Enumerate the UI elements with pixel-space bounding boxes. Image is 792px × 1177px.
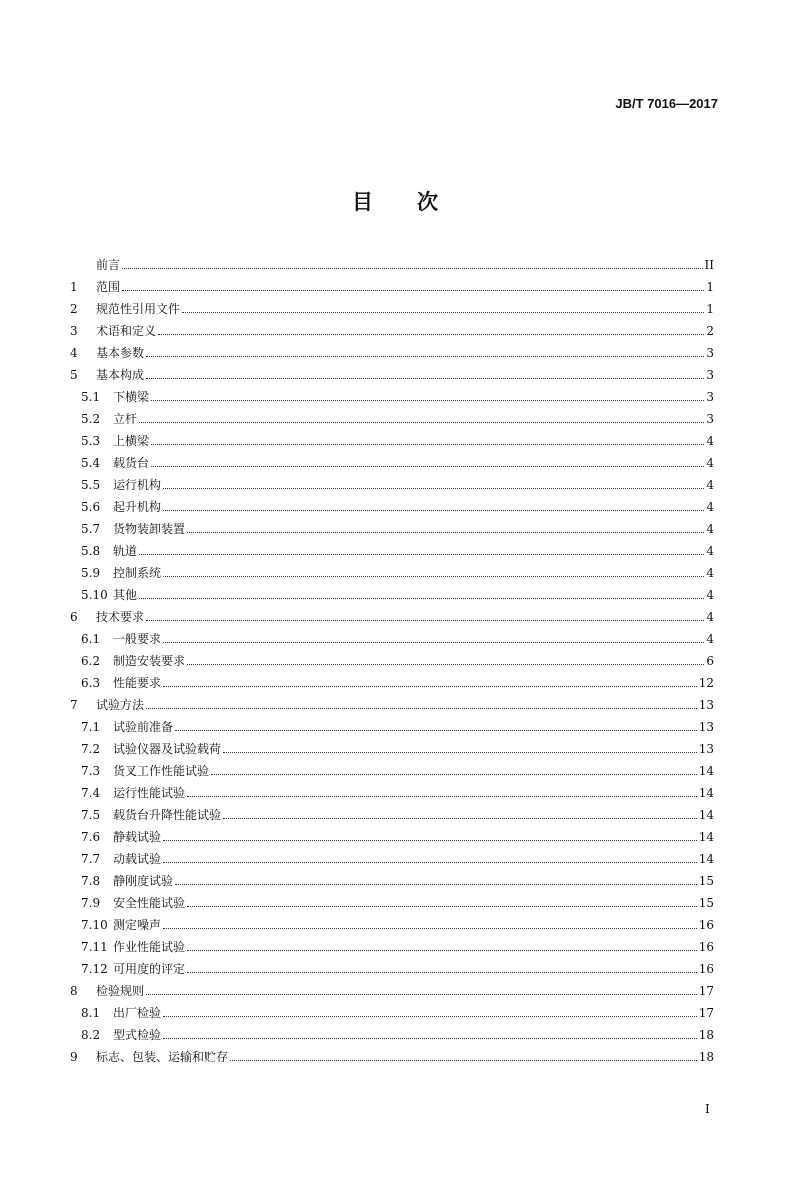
toc-entry-title: 型式检验 [113, 1028, 162, 1042]
table-of-contents [70, 254, 714, 1068]
title-char-1: 目 [352, 189, 375, 214]
toc-entry[interactable] [70, 430, 714, 452]
toc-entry-title: 货物装卸装置 [113, 522, 186, 536]
toc-entry-page: 3 [706, 390, 714, 404]
toc-entry-page: II [704, 258, 714, 272]
toc-entry-title: 基本构成 [96, 368, 145, 382]
toc-entry-page: 14 [698, 852, 714, 866]
toc-entry-title: 载货台升降性能试验 [113, 808, 222, 822]
toc-entry-number: 6.2 [81, 654, 101, 668]
dot-leader [151, 465, 704, 467]
toc-entry-number: 5.4 [81, 456, 101, 470]
toc-entry-number: 7.6 [81, 830, 101, 844]
toc-entry-title: 前言 [96, 258, 121, 272]
toc-entry-number: 3 [70, 324, 78, 338]
dot-leader [146, 355, 704, 357]
toc-entry[interactable] [70, 364, 714, 386]
toc-entry-number: 5.5 [81, 478, 101, 492]
toc-entry-page: 12 [698, 676, 714, 690]
toc-entry[interactable] [70, 804, 714, 826]
dot-leader [163, 685, 697, 687]
toc-entry-page: 16 [698, 940, 714, 954]
dot-leader [187, 971, 697, 973]
dot-leader [139, 421, 704, 423]
toc-entry-number: 9 [70, 1050, 78, 1064]
toc-entry-page: 1 [706, 280, 714, 294]
toc-entry-title: 术语和定义 [96, 324, 157, 338]
toc-entry-page: 4 [706, 500, 714, 514]
toc-entry-number: 8.1 [81, 1006, 101, 1020]
toc-entry-page: 4 [706, 456, 714, 470]
toc-entry-number: 5.7 [81, 522, 101, 536]
toc-entry-title: 一般要求 [113, 632, 162, 646]
toc-entry[interactable] [70, 540, 714, 562]
toc-entry-title: 标志、包装、运输和贮存 [96, 1050, 229, 1064]
toc-entry-title: 货叉工作性能试验 [113, 764, 210, 778]
toc-entry-title: 上横梁 [113, 434, 150, 448]
toc-entry-page: 2 [706, 324, 714, 338]
toc-entry-page: 16 [698, 962, 714, 976]
toc-entry-number: 6.1 [81, 632, 101, 646]
toc-entry-number: 7 [70, 698, 78, 712]
title-char-2: 次 [417, 189, 440, 214]
toc-entry-title: 测定噪声 [113, 918, 162, 932]
toc-entry-title: 静刚度试验 [113, 874, 174, 888]
dot-leader [175, 883, 697, 885]
toc-entry-page: 17 [698, 1006, 714, 1020]
toc-entry-number: 7.9 [81, 896, 101, 910]
toc-entry-title: 立杆 [113, 412, 138, 426]
dot-leader [230, 1059, 697, 1061]
toc-entry-page: 4 [706, 610, 714, 624]
dot-leader [187, 663, 704, 665]
toc-entry-title: 制造安装要求 [113, 654, 186, 668]
dot-leader [146, 993, 697, 995]
toc-entry[interactable] [70, 782, 714, 804]
toc-entry-page: 4 [706, 566, 714, 580]
toc-entry[interactable] [70, 958, 714, 980]
toc-entry-number: 5.10 [81, 588, 108, 602]
standard-code: JB/T 7016—2017 [615, 96, 718, 111]
toc-entry-number: 6.3 [81, 676, 101, 690]
toc-entry[interactable] [70, 870, 714, 892]
toc-entry[interactable] [70, 980, 714, 1002]
dot-leader [163, 641, 704, 643]
toc-entry-title: 试验仪器及试验载荷 [113, 742, 222, 756]
toc-entry[interactable] [70, 650, 714, 672]
dot-leader [163, 927, 697, 929]
dot-leader [146, 619, 704, 621]
page-number: I [705, 1102, 710, 1116]
toc-entry[interactable] [70, 496, 714, 518]
toc-entry-page: 15 [698, 896, 714, 910]
toc-entry-number: 5 [70, 368, 78, 382]
toc-entry[interactable] [70, 276, 714, 298]
toc-entry-title: 起升机构 [113, 500, 162, 514]
toc-entry-number: 7.5 [81, 808, 101, 822]
dot-leader [163, 575, 704, 577]
toc-entry-page: 16 [698, 918, 714, 932]
toc-entry-number: 8 [70, 984, 78, 998]
dot-leader [175, 729, 697, 731]
dot-leader [163, 861, 697, 863]
toc-entry-page: 15 [698, 874, 714, 888]
toc-entry[interactable] [70, 760, 714, 782]
toc-entry-number: 7.1 [81, 720, 101, 734]
toc-entry[interactable] [70, 672, 714, 694]
toc-entry-page: 18 [698, 1028, 714, 1042]
toc-entry-number: 8.2 [81, 1028, 101, 1042]
dot-leader [187, 531, 704, 533]
toc-entry-title: 检验规则 [96, 984, 145, 998]
toc-entry-title: 范围 [96, 280, 121, 294]
toc-entry[interactable] [70, 1002, 714, 1024]
toc-entry[interactable] [70, 320, 714, 342]
toc-entry-page: 4 [706, 434, 714, 448]
toc-entry-number: 5.2 [81, 412, 101, 426]
toc-entry-page: 3 [706, 368, 714, 382]
toc-entry[interactable] [70, 892, 714, 914]
dot-leader [223, 751, 697, 753]
toc-entry-page: 6 [706, 654, 714, 668]
toc-entry[interactable] [70, 474, 714, 496]
toc-entry[interactable] [70, 408, 714, 430]
toc-entry-page: 3 [706, 346, 714, 360]
dot-leader [158, 333, 704, 335]
toc-entry-title: 基本参数 [96, 346, 145, 360]
toc-entry-page: 4 [706, 544, 714, 558]
toc-entry-number: 2 [70, 302, 78, 316]
toc-entry[interactable] [70, 848, 714, 870]
toc-entry-page: 4 [706, 522, 714, 536]
toc-entry-page: 13 [698, 698, 714, 712]
toc-entry-title: 其他 [113, 588, 138, 602]
toc-entry[interactable] [70, 1024, 714, 1046]
toc-entry[interactable] [70, 826, 714, 848]
toc-entry-number: 5.1 [81, 390, 101, 404]
dot-leader [163, 839, 697, 841]
dot-leader [146, 377, 704, 379]
toc-entry-number: 5.8 [81, 544, 101, 558]
toc-entry[interactable] [70, 606, 714, 628]
dot-leader [151, 443, 704, 445]
toc-entry-title: 下横梁 [113, 390, 150, 404]
toc-entry-number: 1 [70, 280, 78, 294]
toc-entry[interactable] [70, 716, 714, 738]
toc-entry-title: 试验方法 [96, 698, 145, 712]
toc-entry[interactable] [70, 562, 714, 584]
toc-entry-number: 7.4 [81, 786, 101, 800]
toc-entry-number: 7.7 [81, 852, 101, 866]
toc-entry-page: 4 [706, 588, 714, 602]
toc-entry-page: 13 [698, 720, 714, 734]
toc-entry[interactable] [70, 298, 714, 320]
toc-entry[interactable] [70, 1046, 714, 1068]
dot-leader [163, 509, 704, 511]
toc-entry-page: 14 [698, 830, 714, 844]
toc-entry-title: 可用度的评定 [113, 962, 186, 976]
dot-leader [139, 597, 704, 599]
dot-leader [163, 487, 704, 489]
toc-entry-title: 控制系统 [113, 566, 162, 580]
page-title [0, 186, 792, 216]
toc-entry[interactable] [70, 386, 714, 408]
toc-entry-page: 1 [706, 302, 714, 316]
dot-leader [182, 311, 704, 313]
toc-entry-page: 14 [698, 786, 714, 800]
toc-entry-title: 安全性能试验 [113, 896, 186, 910]
toc-entry-title: 静载试验 [113, 830, 162, 844]
dot-leader [187, 795, 697, 797]
dot-leader [146, 707, 697, 709]
toc-entry[interactable] [70, 914, 714, 936]
dot-leader [122, 289, 704, 291]
toc-entry-number: 7.2 [81, 742, 101, 756]
toc-entry[interactable] [70, 936, 714, 958]
toc-entry-title: 轨道 [113, 544, 138, 558]
dot-leader [163, 1037, 697, 1039]
toc-entry-page: 4 [706, 632, 714, 646]
toc-entry-number: 7.12 [81, 962, 108, 976]
dot-leader [163, 1015, 697, 1017]
toc-entry-page: 18 [698, 1050, 714, 1064]
toc-entry-page: 13 [698, 742, 714, 756]
toc-entry-number: 5.3 [81, 434, 101, 448]
dot-leader [187, 905, 697, 907]
toc-entry[interactable] [70, 694, 714, 716]
toc-entry-title: 出厂检验 [113, 1006, 162, 1020]
toc-entry-title: 作业性能试验 [113, 940, 186, 954]
toc-entry-number: 7.10 [81, 918, 108, 932]
toc-entry-title: 技术要求 [96, 610, 145, 624]
toc-entry-number: 4 [70, 346, 78, 360]
toc-entry-page: 14 [698, 764, 714, 778]
dot-leader [122, 267, 703, 269]
toc-entry[interactable] [70, 584, 714, 606]
toc-entry-number: 7.8 [81, 874, 101, 888]
toc-entry-number: 7.3 [81, 764, 101, 778]
toc-entry[interactable] [70, 628, 714, 650]
toc-entry-title: 运行性能试验 [113, 786, 186, 800]
toc-entry-number: 7.11 [81, 940, 108, 954]
toc-entry[interactable] [70, 254, 714, 276]
dot-leader [187, 949, 697, 951]
toc-entry-title: 动载试验 [113, 852, 162, 866]
toc-entry-number: 6 [70, 610, 78, 624]
toc-entry-page: 4 [706, 478, 714, 492]
toc-entry-page: 3 [706, 412, 714, 426]
toc-entry[interactable] [70, 452, 714, 474]
toc-entry-title: 规范性引用文件 [96, 302, 181, 316]
toc-entry-number: 5.9 [81, 566, 101, 580]
toc-entry-title: 运行机构 [113, 478, 162, 492]
toc-entry[interactable] [70, 342, 714, 364]
toc-entry-number: 5.6 [81, 500, 101, 514]
dot-leader [223, 817, 697, 819]
dot-leader [151, 399, 704, 401]
toc-entry-title: 试验前准备 [113, 720, 174, 734]
toc-entry[interactable] [70, 738, 714, 760]
toc-entry-page: 17 [698, 984, 714, 998]
dot-leader [211, 773, 697, 775]
toc-entry[interactable] [70, 518, 714, 540]
toc-entry-title: 载货台 [113, 456, 150, 470]
dot-leader [139, 553, 704, 555]
toc-entry-title: 性能要求 [113, 676, 162, 690]
toc-entry-page: 14 [698, 808, 714, 822]
